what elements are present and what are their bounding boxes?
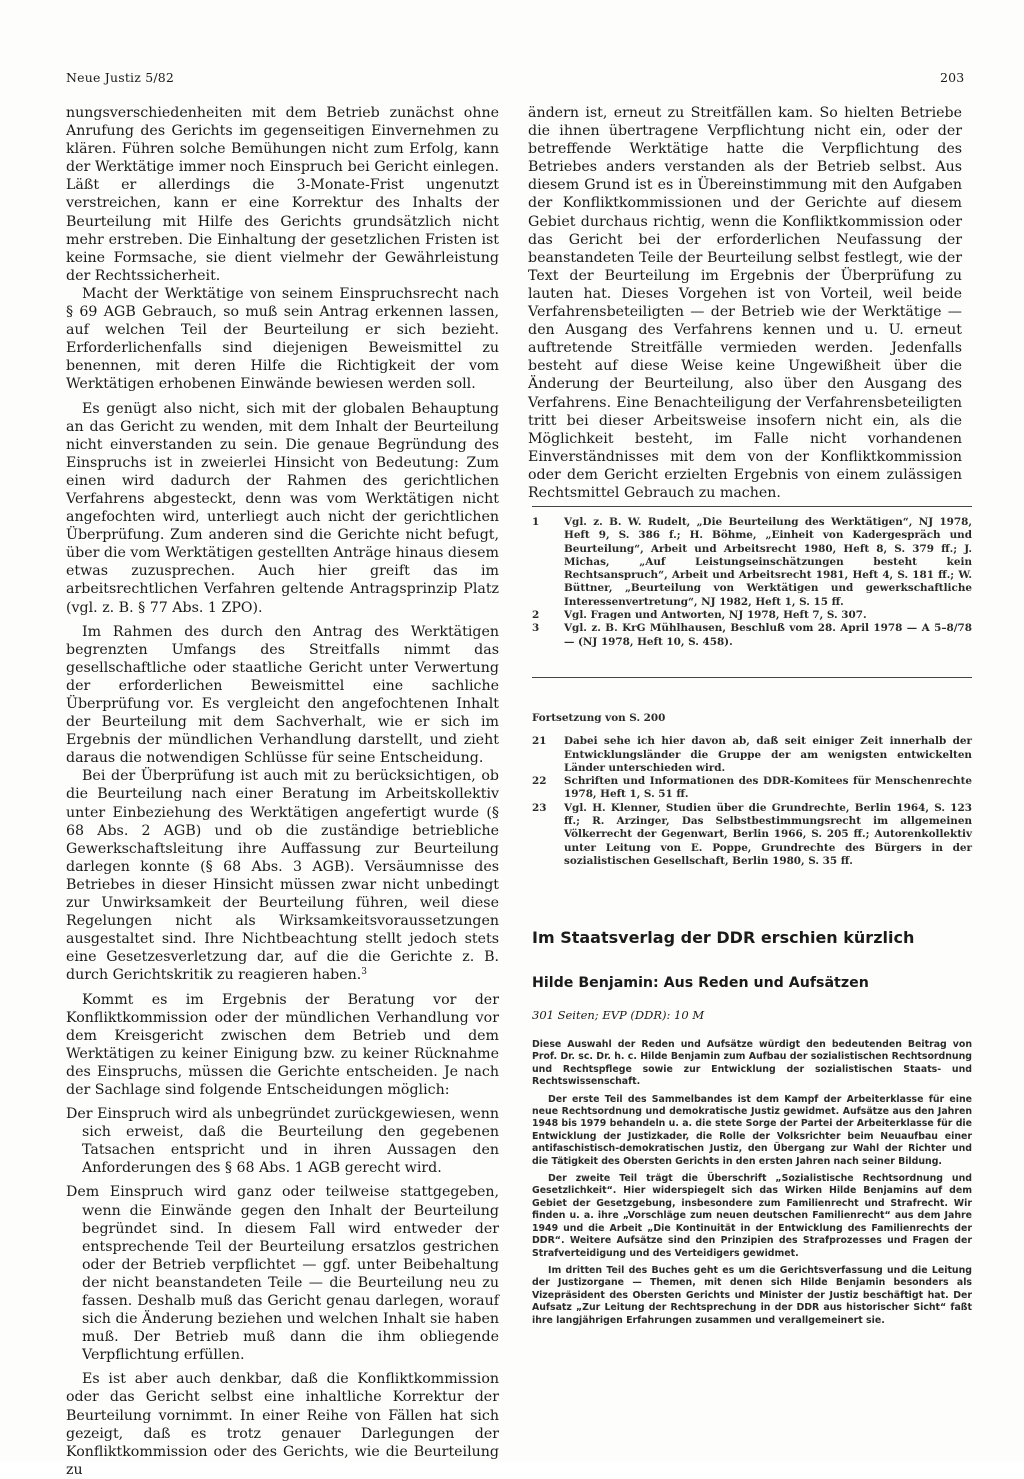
announcement-body — [532, 1039, 972, 1332]
announcement-paragraph: Diese Auswahl der Reden und Aufsätze würdigt den bedeutenden Beitrag von Prof. Dr. sc. Dr. h. c. Hilde Benjamin zum Aufbau der sozialistischen Rechtsordnung und Rechtspflege sowie zur Entwicklung der sozialistischen Staats- und Rechtswissenschaft. — [532, 1039, 972, 1088]
article-paragraph: Im Rahmen des durch den Antrag des Werktätigen begrenzten Umfangs des Streitfalls nimmt das gesellschaftliche oder staatliche Gericht unter Verwertung der erforderlichen Beweismittel eine sachliche Überprüfung vor. Es vergleicht den angefochtenen Inhalt der Beurteilung mit dem Sachverhalt, wie er sich im Ergebnis der mündlichen Verhandlung darstellt, und zieht daraus die notwendigen Schlüsse für seine Entscheidung. — [66, 623, 499, 767]
endnote-text: Vgl. H. Klenner, Studien über die Grundrechte, Berlin 1964, S. 123 ff.; R. Arzinger, Das Selbstbestimmungsrecht im allgemeinen Völkerrecht der Gegenwart, Berlin 1966, S. 205 ff.; Autorenkollektiv unter Leitung von E. Poppe, Grundrechte des Bürgers in der sozialistischen Gesellschaft, Berlin 1980, S. 35 ff. — [564, 801, 972, 867]
announcement-title: Im Staatsverlag der DDR erschien kürzlich — [532, 928, 915, 947]
article-right-column — [528, 104, 962, 502]
article-paragraph-with-footnote — [66, 767, 499, 984]
article-paragraph: Kommt es im Ergebnis der Beratung vor der Konfliktkommission oder der mündlichen Verhandlung vor dem Kreisgericht zwischen dem Betrieb und dem Werktätigen zu keiner Einigung bzw. zu keiner Rücknahme des Einspruchs, müssen die Gerichte entscheiden. Je nach der Sachlage sind folgende Entscheidungen möglich: — [66, 991, 499, 1098]
continuation-divider — [532, 677, 972, 678]
article-left-column — [66, 104, 499, 1479]
footnote-text: Vgl. z. B. W. Rudelt, „Die Beurteilung des Werktätigen“, NJ 1978, Heft 9, S. 386 f.; H. Böhme, „Einheit von Kadergespräch und Beurteilung“, Arbeit und Arbeitsrecht 1980, Heft 8, S. 379 ff.; J. Michas, „Auf Leistungseinschätzungen besteht kein Rechtsanspruch“, Arbeit und Arbeitsrecht 1981, Heft 4, S. 181 ff.; W. Büttner, „Beurteilung von Werktätigen und gewerkschaftliche Interessenvertretung“, NJ 1982, Heft 1, S. 15 ff. — [564, 516, 972, 608]
article-paragraph-text: Bei der Überprüfung ist auch mit zu berücksichtigen, ob die Beurteilung nach einer Beratung im Arbeitskollektiv unter Einbeziehung des Werktätigen angefertigt wurde (§ 68 Abs. 2 AGB) und ob die zuständige betriebliche Gewerkschaftsleitung ihre Auffassung zur Beurteilung darlegen konnte (§ 68 Abs. 3 AGB). Versäumnisse des Betriebes in dieser Hinsicht müssen zwar nicht unbedingt zur Unwirksamkeit der Beurteilung führen, weil diese Regelungen nicht als Wirksamkeitsvoraussetzungen ausgestaltet sind. Ihre Nichtbeachtung stellt jedoch stets eine Gesetzesverletzung dar, auf die die Gerichte z. B. durch Gerichtskritik zu reagieren haben. — [66, 768, 499, 984]
running-header-journal: Neue Justiz 5/82 — [66, 70, 175, 85]
footnote — [532, 609, 972, 622]
announcement-book-title: Hilde Benjamin: Aus Reden und Aufsätzen — [532, 975, 869, 991]
endnote-number: 22 — [532, 775, 547, 788]
footnote — [532, 516, 972, 609]
continuation-notes — [532, 712, 972, 868]
announcement-paragraph: Im dritten Teil des Buches geht es um die Gerichtsverfassung und die Leitung der Justizorgane — Themen, mit denen sich Hilde Benjamin besonders als Vizepräsident des Obersten Gerichts und Minister der Justiz beschäftigt hat. Der Aufsatz „Zur Leitung der Rechtsprechung in der DDR aus historischer Sicht“ faßt ihre langjährigen Erfahrungen zusammen und verallgemeinert sie. — [532, 1264, 972, 1326]
footnotes — [532, 516, 972, 649]
endnote-number: 23 — [532, 801, 547, 814]
endnote-text: Dabei sehe ich hier davon ab, daß seit einiger Zeit innerhalb der Entwicklungsländer die Gruppe der am wenigsten entwickelten Länder unterschieden wird. — [564, 735, 972, 774]
article-paragraph: ändern ist, erneut zu Streitfällen kam. So hielten Betriebe die ihnen übertragene Verpflichtung nicht ein, oder der betreffende Werktätige hatte die Verpflichtung des Betriebes anders verstanden als der Betrieb selbst. Aus diesem Grund ist es in Übereinstimmung mit den Aufgaben der Konfliktkommissionen und der Gerichte auf diesem Gebiet durchaus richtig, wenn die Konfliktkommission oder das Gericht bei der erforderlichen Neufassung der beanstandeten Teile der Beurteilung selbst festlegt, wie der Text der Beurteilung im Ergebnis der Überprüfung zu lauten hat. Dieses Vorgehen ist von Vorteil, weil beide Verfahrensbeteiligten — der Betrieb wie der Werktätige — den Ausgang des Verfahrens kennen und u. U. erneut auftretende Streitfälle vermieden werden. Jedenfalls besteht auf diese Weise keine Ungewißheit über die Änderung der Beurteilung, also über den Ausgang des Verfahrens. Eine Benachteiligung der Verfahrensbeteiligten tritt bei dieser Arbeitsweise insofern nicht ein, als die Möglichkeit besteht, im Falle nicht vorhandenen Einverständnisses mit dem von der Konfliktkommission oder dem Gericht erzielten Ergebnis von einem zulässigen Rechtsmittel Gebrauch zu machen. — [528, 105, 962, 501]
article-paragraph: nungsverschiedenheiten mit dem Betrieb zunächst ohne Anrufung des Gerichts im gegenseitigen Einvernehmen zu klären. Führen solche Bemühungen nicht zum Erfolg, kann der Werktätige immer noch Einspruch bei Gericht einlegen. Läßt er allerdings die 3-Monate-Frist ungenutzt verstreichen, kann er eine Korrektur des Inhalts der Beurteilung mit Hilfe des Gerichts grundsätzlich nicht mehr erstreben. Die Einhaltung der gesetzlichen Fristen ist keine Formsache, sie dient vielmehr der Gewährleistung der Rechtssicherheit. — [66, 105, 499, 284]
footnote — [532, 622, 972, 649]
endnote-text: Schriften und Informationen des DDR-Komitees für Menschenrechte 1978, Heft 1, S. 51 ff. — [564, 775, 972, 801]
footnote-text: Vgl. Fragen und Antworten, NJ 1978, Heft 7, S. 307. — [564, 609, 867, 622]
endnote — [532, 802, 972, 868]
announcement-book-meta: 301 Seiten; EVP (DDR): 10 M — [532, 1008, 705, 1022]
article-paragraph: Es genügt also nicht, sich mit der globalen Behauptung an das Gericht zu wenden, mit dem Inhalt der Beurteilung nicht einverstanden zu sein. Die genaue Begründung des Einspruchs ist in zweierlei Hinsicht von Bedeutung: Zum einen wird dadurch der Rahmen des gerichtlichen Verfahrens abgesteckt, denn was vom Werktätigen nicht angefochten wird, unterliegt auch nicht der gerichtlichen Überprüfung. Zum anderen sind die Gerichte nicht befugt, über die vom Werktätigen gestellten Anträge hinaus diesem etwas zuzusprechen. Auch hier greift das im arbeitsrechtlichen Verfahren geltende Antragsprinzip Platz (vgl. z. B. § 77 Abs. 1 ZPO). — [66, 400, 500, 616]
endnote-number: 21 — [532, 735, 547, 748]
page-number: 203 — [940, 70, 965, 85]
decision-option-paragraph: Dem Einspruch wird ganz oder teilweise stattgegeben, wenn die Einwände gegen den Inhalt der Beurteilung begründet sind. In diesem Fall wird entweder der entsprechende Teil der Beurteilung ersatzlos gestrichen oder der Betrieb verpflichtet — ggf. unter Beibehaltung der nicht beanstandeten Teile — die Beurteilung neu zu fassen. Deshalb muß das Gericht genau darlegen, worauf sich die Änderung beziehen und welchen Inhalt sie haben muß. Der Betrieb muß dann die ihm obliegende Verpflichtung erfüllen. — [66, 1184, 499, 1364]
decision-option-paragraph: Der Einspruch wird als unbegründet zurückgewiesen, wenn sich erweist, daß die Beurteilung den gegebenen Tatsachen entspricht und in ihren Aussagen den Anforderungen des § 68 Abs. 1 AGB gerecht wird. — [66, 1106, 499, 1177]
announcement-paragraph: Der erste Teil des Sammelbandes ist dem Kampf der Arbeiterklasse für eine neue Rechtsordnung und demokratische Justiz gewidmet. Aufsätze aus den Jahren 1948 bis 1979 behandeln u. a. die stete Sorge der Partei der Arbeiterklasse für die Entwicklung der Justizkader, die Rolle der Volksrichter beim Neuaufbau einer antifaschistisch-demokratischen Justiz, den Übergang zur Wahl der Richter und die Tätigkeit des Obersten Gerichts in den ersten Jahren nach seiner Bildung. — [532, 1093, 972, 1167]
footnote-text: Vgl. z. B. KrG Mühlhausen, Beschluß vom 28. April 1978 — A 5–8/78 — (NJ 1978, Heft 10, S. 458). — [564, 622, 972, 648]
footnote-divider — [532, 506, 972, 507]
footnote-reference: 3 — [361, 967, 368, 978]
footnote-number: 2 — [532, 609, 540, 622]
footnote-number: 3 — [532, 622, 540, 635]
endnote — [532, 735, 972, 775]
article-paragraph: Macht der Werktätige von seinem Einspruchsrecht nach § 69 AGB Gebrauch, so muß sein Antrag erkennen lassen, auf welchen Teil der Beurteilung er sich bezieht. Erforderlichenfalls sind diejenigen Beweismittel zu benennen, mit deren Hilfe die Richtigkeit der vom Werktätigen erhobenen Einwände bewiesen werden soll. — [66, 285, 499, 393]
article-paragraph: Es ist aber auch denkbar, daß die Konfliktkommission oder das Gericht selbst eine inhaltliche Korrektur der Beurteilung vornimmt. In einer Reihe von Fällen hat sich gezeigt, daß es trotz genauer Darlegungen der Konfliktkommission oder des Gerichts, wie die Beurteilung zu — [66, 1371, 499, 1478]
announcement-paragraph: Der zweite Teil trägt die Überschrift „Sozialistische Rechtsordnung und Gesetzlichkeit“. Hier widerspiegelt sich das Wirken Hilde Benjamins auf dem Gebiet der Gesetzgebung, insbesondere zum Familienrecht und Strafrecht. Wir finden u. a. ihre „Vorschläge zum neuen deutschen Familienrecht“ aus dem Jahre 1949 und die Arbeit „Die Kontinuität in der Entwicklung des Familienrechts der DDR“. Weitere Aufsätze sind den Prinzipien des Strafprozesses und Fragen der Strafverteidigung und des Verteidigers gewidmet. — [532, 1173, 972, 1259]
endnote — [532, 775, 972, 802]
footnote-number: 1 — [532, 516, 540, 528]
continuation-heading: Fortsetzung von S. 200 — [532, 712, 666, 724]
